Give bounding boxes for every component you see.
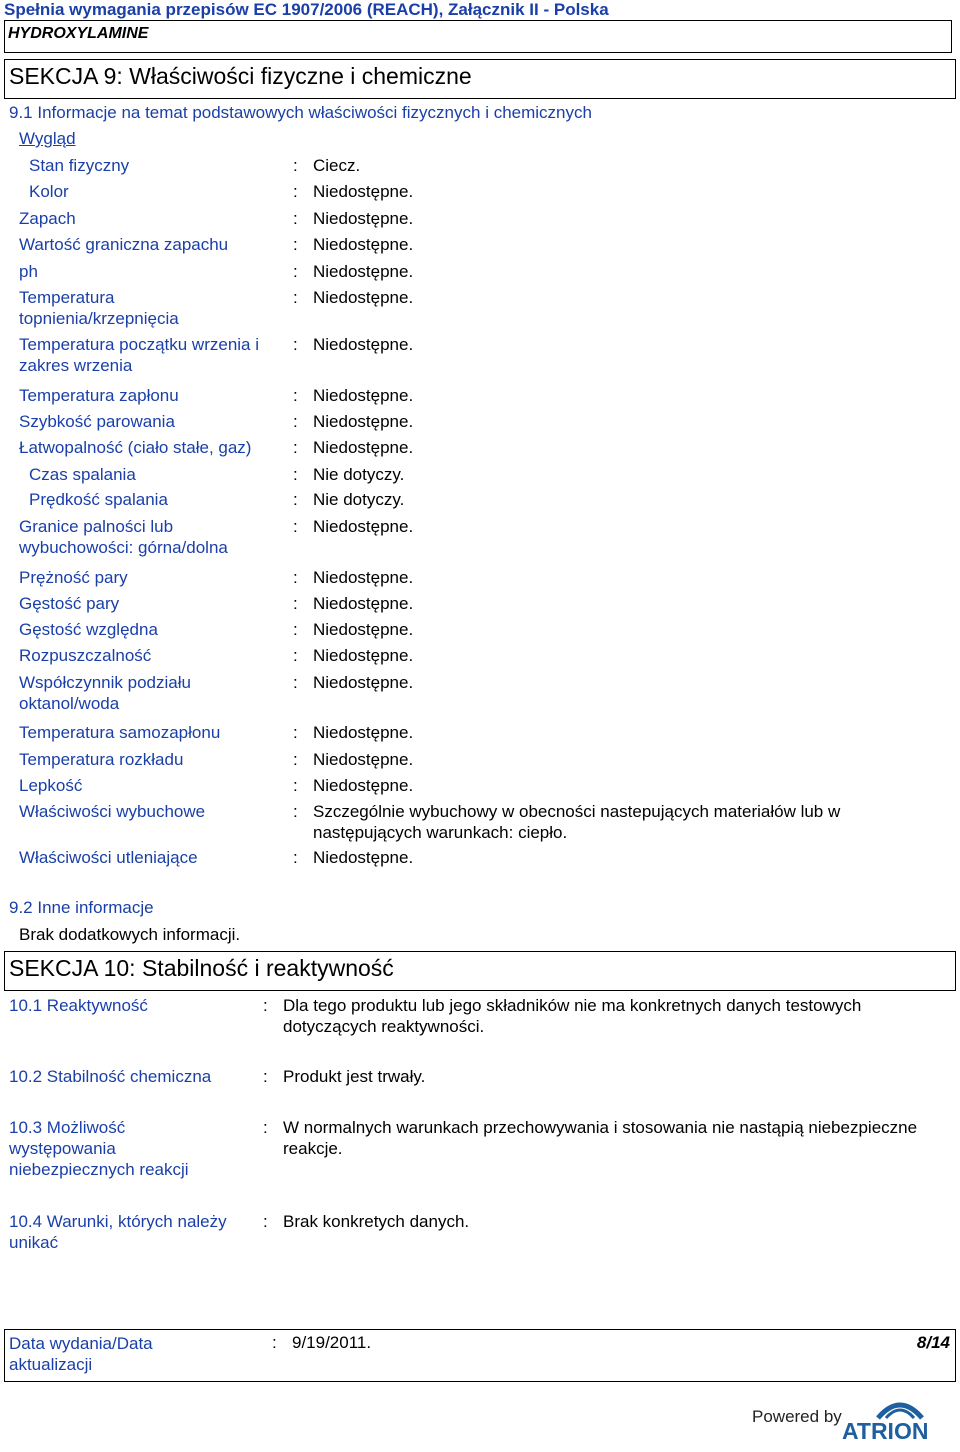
property-label: Właściwości wybuchowe [19, 802, 206, 821]
separator-colon: : [293, 776, 298, 795]
property-label: Gęstość względna [19, 620, 158, 639]
separator-colon: : [263, 1212, 268, 1231]
separator-colon: : [293, 438, 298, 457]
property-value: Niedostępne. [313, 438, 414, 457]
property-label: Współczynnik podziału oktanol/woda [19, 673, 191, 713]
separator-colon: : [293, 182, 298, 201]
separator-colon: : [293, 490, 298, 509]
property-value: Niedostępne. [313, 386, 414, 405]
separator-colon: : [293, 802, 298, 821]
separator-colon: : [293, 620, 298, 639]
property-label: Temperatura początku wrzenia i zakres wrzenia [19, 335, 260, 375]
stability-value: Produkt jest trwały. [283, 1067, 426, 1086]
property-label: Zapach [19, 209, 76, 228]
property-value: Niedostępne. [313, 646, 414, 665]
separator-colon: : [293, 386, 298, 405]
property-value: Niedostępne. [313, 335, 414, 354]
atrion-logo-icon [838, 1396, 956, 1442]
page-number: 8/14 [916, 1333, 950, 1352]
section-10-title: SEKCJA 10: Stabilność i reaktywność [9, 955, 394, 981]
stability-value: Brak konkretych danych. [283, 1212, 470, 1231]
property-label: Lepkość [19, 776, 83, 795]
property-label: Właściwości utleniające [19, 848, 198, 867]
appearance-heading: Wygląd [19, 129, 76, 148]
property-value: Szczególnie wybuchowy w obecności nastepujących materiałów lub w następujących warunkach: ciepło. [313, 802, 841, 842]
separator-colon: : [293, 288, 298, 307]
separator-colon: : [293, 594, 298, 613]
separator-colon: : [293, 465, 298, 484]
separator-colon: : [263, 996, 268, 1015]
separator-colon: : [293, 412, 298, 431]
property-value: Nie dotyczy. [313, 465, 405, 484]
separator-colon: : [293, 723, 298, 742]
property-value: Niedostępne. [313, 750, 414, 769]
property-label: Temperatura rozkładu [19, 750, 184, 769]
separator-colon: : [293, 517, 298, 536]
separator-colon: : [293, 673, 298, 692]
property-label: Temperatura samozapłonu [19, 723, 221, 742]
product-name: HYDROXYLAMINE [8, 25, 149, 42]
separator-colon: : [293, 156, 298, 175]
atrion-logo-text: ATRION [842, 1418, 929, 1442]
property-label: Temperatura zapłonu [19, 386, 179, 405]
property-label: Szybkość parowania [19, 412, 175, 431]
property-label: Stan fizyczny [29, 156, 130, 175]
property-label: Wartość graniczna zapachu [19, 235, 229, 254]
other-information-text: Brak dodatkowych informacji. [19, 925, 241, 944]
property-label: Granice palności lub wybuchowości: górna/dolna [19, 517, 228, 557]
stability-label: 10.3 Możliwość występowania niebezpiecznych reakcji [9, 1118, 189, 1179]
powered-by-text: Powered by [752, 1407, 842, 1426]
separator-colon: : [272, 1333, 277, 1352]
property-value: Niedostępne. [313, 594, 414, 613]
section-9-title: SEKCJA 9: Właściwości fizyczne i chemiczne [9, 63, 472, 89]
property-value: Niedostępne. [313, 262, 414, 281]
separator-colon: : [263, 1118, 268, 1137]
property-value: Niedostępne. [313, 673, 414, 692]
stability-label: 10.2 Stabilność chemiczna [9, 1067, 212, 1086]
property-value: Ciecz. [313, 156, 361, 175]
stability-label: 10.1 Reaktywność [9, 996, 148, 1015]
atrion-logo [838, 1396, 956, 1447]
separator-colon: : [293, 646, 298, 665]
property-label: Kolor [29, 182, 69, 201]
separator-colon: : [293, 848, 298, 867]
separator-colon: : [293, 568, 298, 587]
stability-value: W normalnych warunkach przechowywania i stosowania nie nastąpią niebezpieczne reakcje. [283, 1118, 918, 1158]
property-value: Niedostępne. [313, 776, 414, 795]
property-value: Niedostępne. [313, 412, 414, 431]
property-value: Niedostępne. [313, 568, 414, 587]
property-label: Temperatura topnienia/krzepnięcia [19, 288, 179, 328]
property-label: Gęstość pary [19, 594, 120, 613]
separator-colon: : [293, 335, 298, 354]
property-value: Niedostępne. [313, 620, 414, 639]
property-label: ph [19, 262, 38, 281]
property-label: Łatwopalność (ciało stałe, gaz) [19, 438, 252, 457]
property-label: Rozpuszczalność [19, 646, 152, 665]
subsection-9-2-title: 9.2 Inne informacje [9, 898, 154, 917]
property-value: Niedostępne. [313, 209, 414, 228]
separator-colon: : [263, 1067, 268, 1086]
property-value: Niedostępne. [313, 182, 414, 201]
stability-value: Dla tego produktu lub jego składników nie ma konkretnych danych testowych dotyczących reaktywności. [283, 996, 862, 1036]
property-label: Czas spalania [29, 465, 136, 484]
separator-colon: : [293, 750, 298, 769]
subsection-9-1-title: 9.1 Informacje na temat podstawowych właściwości fizycznych i chemicznych [9, 103, 592, 122]
separator-colon: : [293, 235, 298, 254]
issue-date-value: 9/19/2011. [292, 1333, 372, 1352]
issue-date-label: Data wydania/Data aktualizacji [9, 1334, 153, 1374]
document-title: Spełnia wymagania przepisów EC 1907/2006 (REACH), Załącznik II - Polska [4, 0, 609, 19]
separator-colon: : [293, 209, 298, 228]
property-label: Prędkość spalania [29, 490, 168, 509]
property-label: Prężność pary [19, 568, 128, 587]
property-value: Niedostępne. [313, 288, 414, 307]
property-value: Nie dotyczy. [313, 490, 405, 509]
property-value: Niedostępne. [313, 723, 414, 742]
stability-label: 10.4 Warunki, których należy unikać [9, 1212, 227, 1252]
property-value: Niedostępne. [313, 848, 414, 867]
property-value: Niedostępne. [313, 517, 414, 536]
property-value: Niedostępne. [313, 235, 414, 254]
separator-colon: : [293, 262, 298, 281]
